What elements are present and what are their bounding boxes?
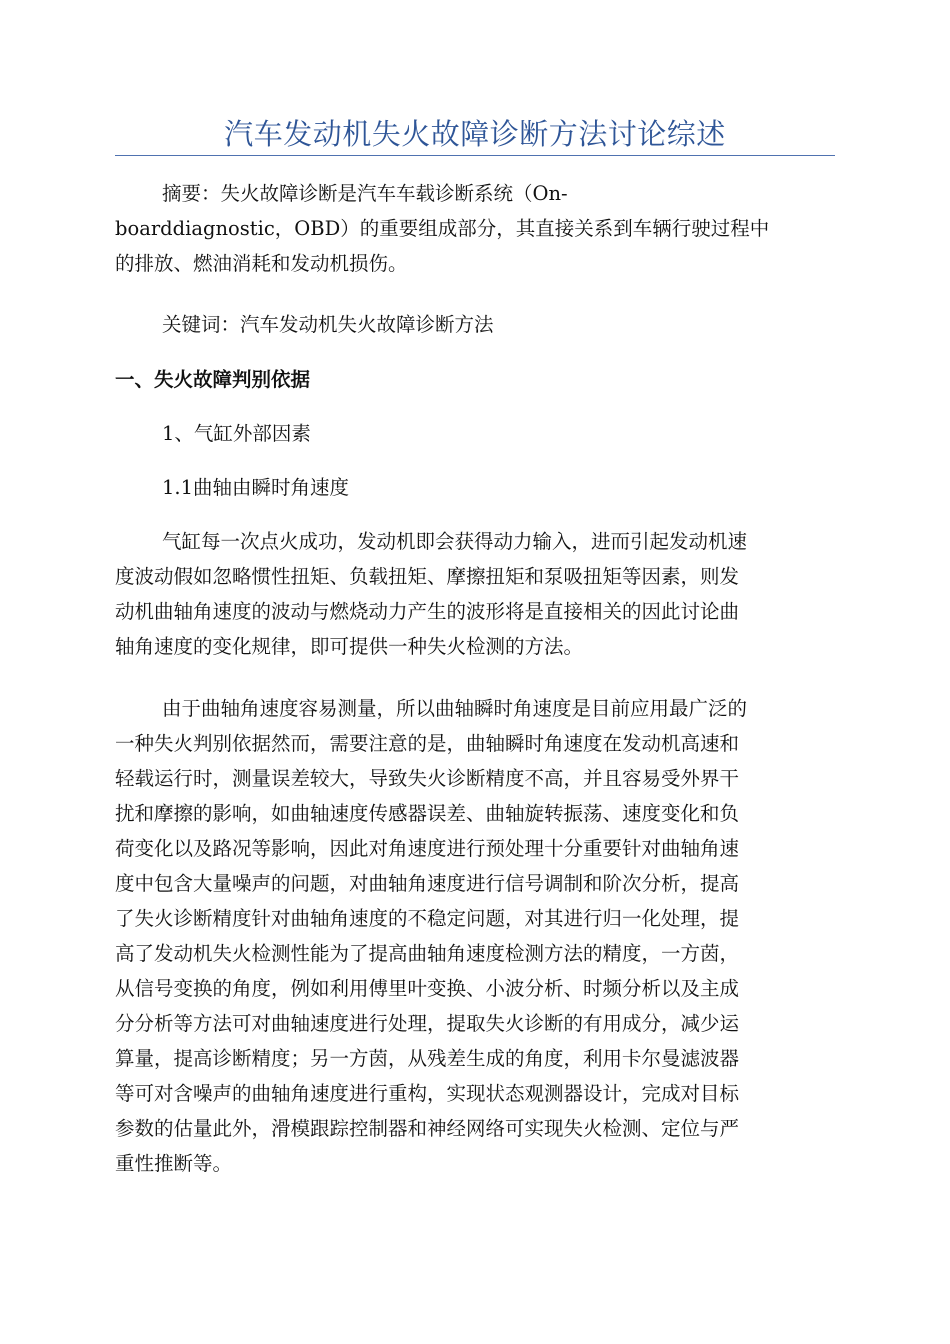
body-line: 等可对含噪声的曲轴角速度进行重构，实现状态观测器设计，完成对目标: [115, 1082, 740, 1105]
abstract-line: 的排放、燃油消耗和发动机损伤。: [115, 252, 408, 275]
body-line: 度波动假如忽略惯性扭矩、负载扭矩、摩擦扭矩和泵吸扭矩等因素，则发: [115, 565, 740, 588]
body-line: 参数的估量此外，滑模跟踪控制器和神经网络可实现失火检测、定位与严: [115, 1117, 740, 1140]
subsection-heading: 1、气缸外部因素: [162, 422, 311, 445]
body-paragraph-2: [115, 691, 835, 1181]
body-line: 从信号变换的角度，例如利用傅里叶变换、小波分析、时频分析以及主成: [115, 977, 740, 1000]
abstract-paragraph: [115, 176, 835, 281]
body-paragraph-1: [115, 524, 835, 664]
body-line: 一种失火判别依据然而，需要注意的是，曲轴瞬时角速度在发动机高速和: [115, 732, 740, 755]
keywords-line: 关键词：汽车发动机失火故障诊断方法: [162, 313, 494, 336]
body-line: 分分析等方法可对曲轴速度进行处理，提取失火诊断的有用成分，减少运: [115, 1012, 740, 1035]
section-heading: 一、失火故障判别依据: [115, 368, 311, 391]
body-line: 算量，提高诊断精度；另一方茵，从残差生成的角度，利用卡尔曼滤波器: [115, 1047, 740, 1070]
keywords-paragraph: [115, 307, 835, 342]
body-line: 气缸每一次点火成功，发动机即会获得动力输入，进而引起发动机速: [162, 530, 748, 553]
body-line: 重性推断等。: [115, 1152, 233, 1175]
body-line: 扰和摩擦的影响，如曲轴速度传感器误差、曲轴旋转振荡、速度变化和负: [115, 802, 740, 825]
body-line: 高了发动机失火检测性能为了提高曲轴角速度检测方法的精度，一方茵，: [115, 942, 740, 965]
body-line: 轴角速度的变化规律，即可提供一种失火检测的方法。: [115, 635, 584, 658]
body-line: 动机曲轴角速度的波动与燃烧动力产生的波形将是直接相关的因此讨论曲: [115, 600, 740, 623]
body-line: 轻载运行时，测量误差较大，导致失火诊断精度不高，并且容易受外界干: [115, 767, 740, 790]
document-title: 汽车发动机失火故障诊断方法讨论综述: [224, 117, 726, 151]
abstract-line: 摘要：失火故障诊断是汽车车载诊断系统（On-: [162, 182, 568, 205]
body-line: 了失火诊断精度针对曲轴角速度的不稳定问题，对其进行归一化处理，提: [115, 907, 740, 930]
subsubsection-heading: 1.1曲轴由瞬时角速度: [162, 476, 350, 499]
body-line: 由于曲轴角速度容易测量，所以曲轴瞬时角速度是目前应用最广泛的: [162, 697, 748, 720]
abstract-line: boarddiagnostic，OBD）的重要组成部分，其直接关系到车辆行驶过程中: [115, 217, 770, 240]
body-line: 度中包含大量噪声的问题，对曲轴角速度进行信号调制和阶次分析，提高: [115, 872, 740, 895]
body-line: 荷变化以及路况等影响，因此对角速度进行预处理十分重要针对曲轴角速: [115, 837, 740, 860]
title-underline: [115, 155, 835, 156]
